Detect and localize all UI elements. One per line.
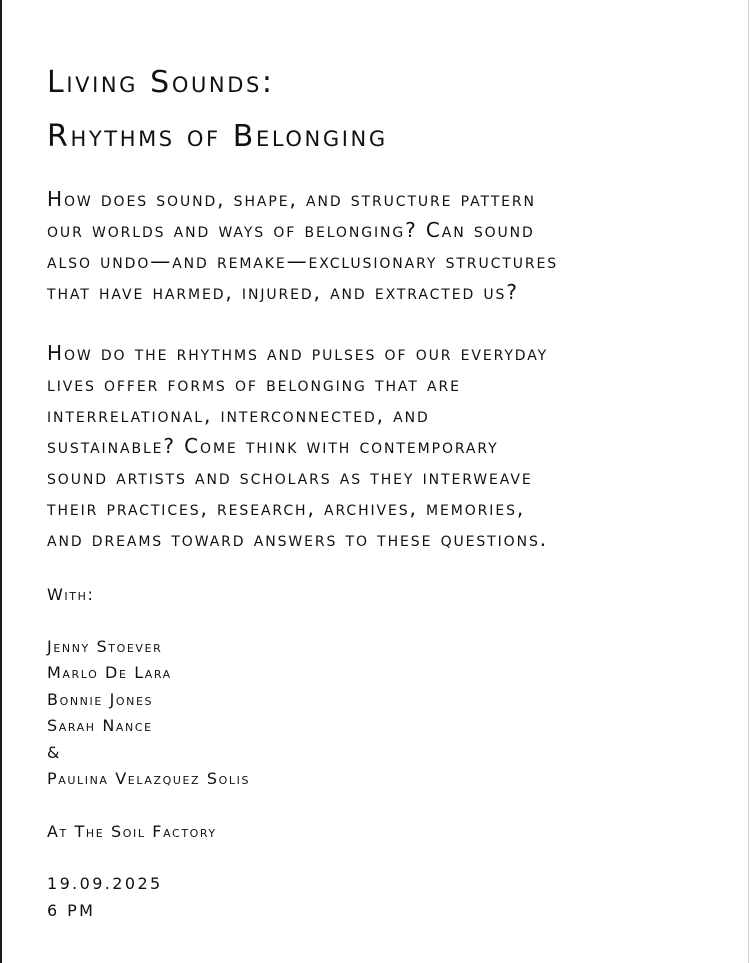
ampersand: & [47,742,62,762]
paragraph-line: their practices, research, archives, memories, [47,496,526,520]
paragraph-line: also undo—and remake—exclusionary structures [47,249,559,273]
venue: At The Soil Factory [47,821,217,841]
paragraph-line: sustainable? Come think with contemporary [47,434,499,458]
participants-list [47,634,728,793]
paragraph-line: How do the rhythms and pulses of our everyday [47,341,549,365]
with-label: With: [47,585,95,604]
paragraph-line: and dreams toward answers to these questions. [47,527,548,551]
paragraph-line: that have harmed, injured, and extracted us? [47,280,519,304]
description-paragraph-1 [47,184,728,308]
participant-name: Jenny Stoever [47,636,163,656]
title-line-1: Living Sounds: [47,65,275,100]
participant-name: Bonnie Jones [47,689,154,709]
title-line-2: Rhythms of Belonging [47,119,388,154]
paragraph-line: How does sound, shape, and structure pattern [47,187,536,211]
paragraph-line: our worlds and ways of belonging? Can sound [47,218,535,242]
paragraph-line: sound artists and scholars as they interweave [47,465,533,489]
paragraph-line: interrelational, interconnected, and [47,403,430,427]
poster-content [47,56,728,924]
event-date: 19.09.2025 [47,874,163,893]
event-title [47,56,728,164]
participant-name: Sarah Nance [47,716,153,735]
participant-name: Paulina Velazquez Solis [47,769,251,788]
description-paragraph-2 [47,338,728,555]
event-datetime [47,871,728,924]
paragraph-line: lives offer forms of belonging that are [47,372,461,396]
event-time: 6 PM [47,900,96,920]
participant-name: Marlo De Lara [47,663,172,682]
